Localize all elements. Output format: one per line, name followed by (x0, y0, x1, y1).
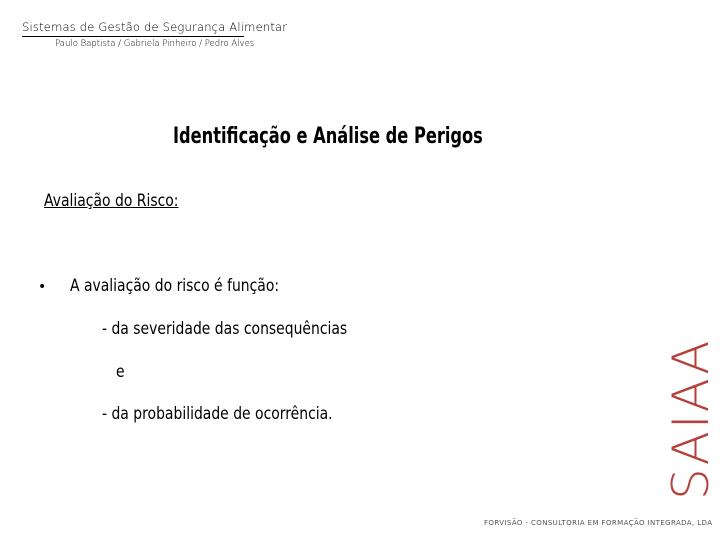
slide-title: Identificação e Análise de Perigos (173, 124, 483, 149)
conjunction-text: e (116, 362, 125, 382)
header-title: Sistemas de Gestão de Segurança Alimentar (22, 20, 288, 34)
saiaa-logo: SAIAA (662, 338, 720, 500)
header-rule (22, 36, 244, 37)
sub-item-severity: - da severidade das consequências (102, 319, 348, 339)
header-authors: Paulo Baptista / Gabriela Pinheiro / Pedro Alves (55, 39, 255, 49)
section-heading: Avaliação do Risco: (44, 191, 179, 211)
sub-item-probability: - da probabilidade de ocorrência. (102, 404, 333, 424)
bullet-icon: • (38, 279, 47, 295)
footer-text: FORVISÃO - CONSULTORIA EM FORMAÇÃO INTEGRADA, LDA (484, 519, 713, 527)
bullet-text: A avaliação do risco é função: (70, 276, 280, 296)
